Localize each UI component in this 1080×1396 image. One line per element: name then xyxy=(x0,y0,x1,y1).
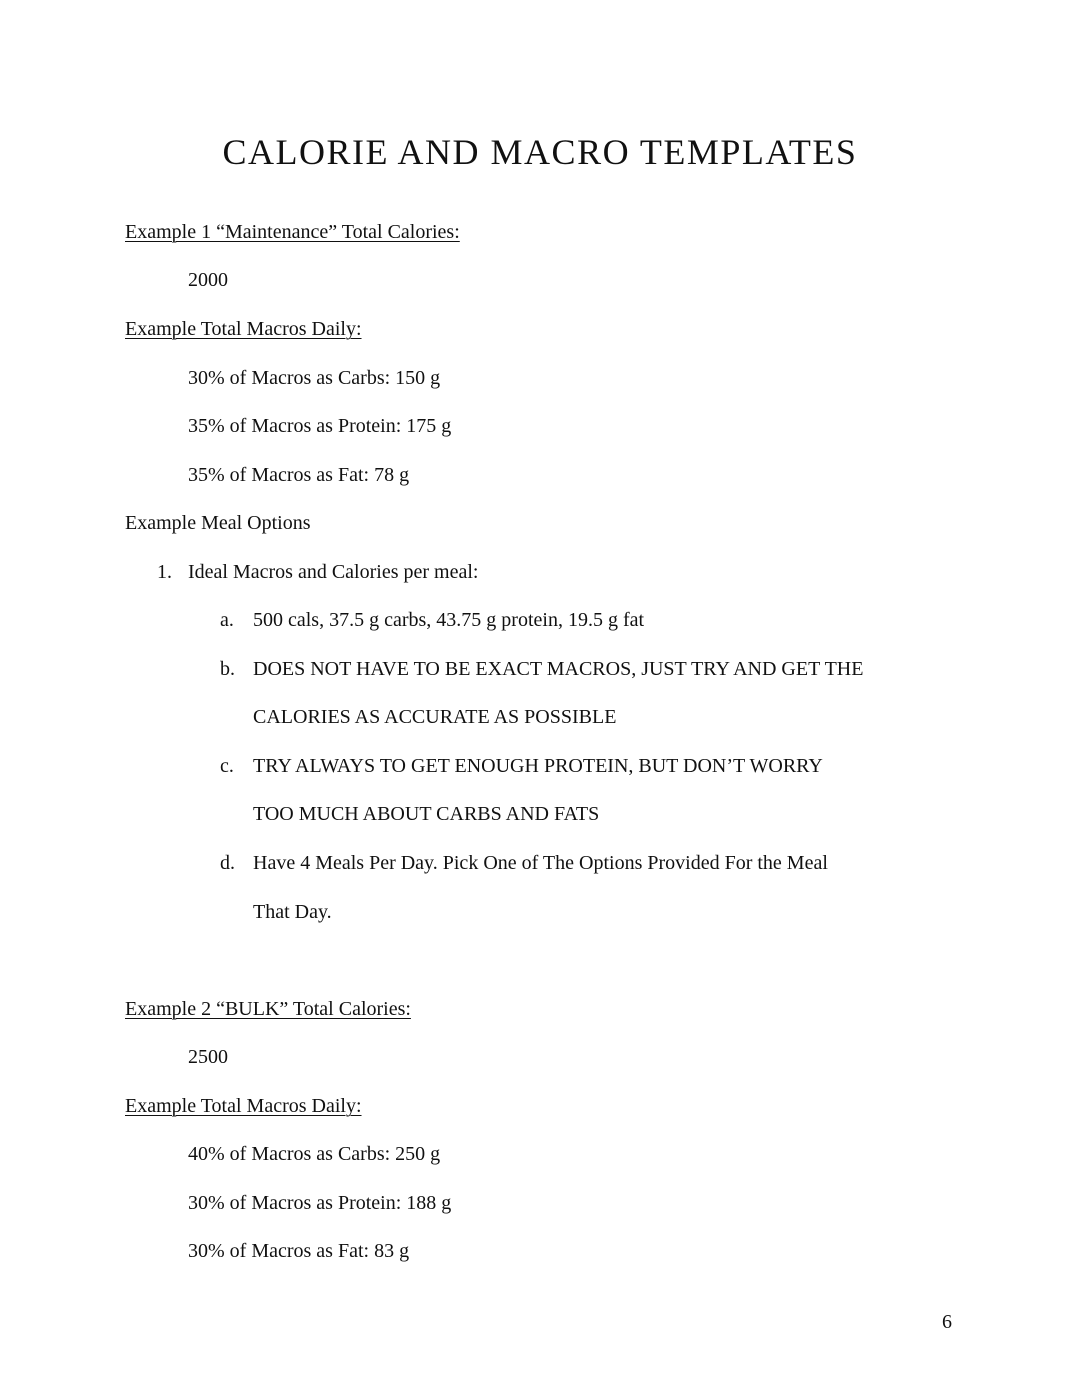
sub-item-c-line-1: TRY ALWAYS TO GET ENOUGH PROTEIN, BUT DON’T WORRY xyxy=(253,755,823,777)
example-2-macro-carbs: 40% of Macros as Carbs: 250 g xyxy=(188,1143,441,1165)
example-1-heading: Example 1 “Maintenance” Total Calories: xyxy=(125,221,460,243)
meal-options-heading: Example Meal Options xyxy=(125,512,311,534)
example-1-calories: 2000 xyxy=(188,269,228,291)
list-item-1-text: Ideal Macros and Calories per meal: xyxy=(188,561,479,583)
sub-item-c-line-2: TOO MUCH ABOUT CARBS AND FATS xyxy=(253,803,600,825)
example-2-macros-heading: Example Total Macros Daily: xyxy=(125,1095,362,1117)
sub-marker-a: a. xyxy=(220,609,234,631)
list-marker-1: 1. xyxy=(157,561,172,583)
page-number: 6 xyxy=(942,1311,952,1333)
example-1-macro-protein: 35% of Macros as Protein: 175 g xyxy=(188,415,452,437)
sub-item-d-line-1: Have 4 Meals Per Day. Pick One of The Options Provided For the Meal xyxy=(253,852,828,874)
sub-item-a-line-1: 500 cals, 37.5 g carbs, 43.75 g protein, 19.5 g fat xyxy=(253,609,645,631)
sub-item-d-line-2: That Day. xyxy=(253,901,332,923)
sub-marker-b: b. xyxy=(220,658,235,680)
sub-item-b-line-2: CALORIES AS ACCURATE AS POSSIBLE xyxy=(253,706,617,728)
sub-marker-c: c. xyxy=(220,755,234,777)
example-1-macros-heading: Example Total Macros Daily: xyxy=(125,318,362,340)
example-1-macro-fat: 35% of Macros as Fat: 78 g xyxy=(188,464,410,486)
example-2-heading: Example 2 “BULK” Total Calories: xyxy=(125,998,411,1020)
example-2-macro-protein: 30% of Macros as Protein: 188 g xyxy=(188,1192,452,1214)
example-2-macro-fat: 30% of Macros as Fat: 83 g xyxy=(188,1240,410,1262)
sub-marker-d: d. xyxy=(220,852,235,874)
sub-item-b-line-1: DOES NOT HAVE TO BE EXACT MACROS, JUST TRY AND GET THE xyxy=(253,658,864,680)
example-1-macro-carbs: 30% of Macros as Carbs: 150 g xyxy=(188,367,441,389)
example-2-calories: 2500 xyxy=(188,1046,228,1068)
page-title: CALORIE AND MACRO TEMPLATES xyxy=(222,132,858,172)
